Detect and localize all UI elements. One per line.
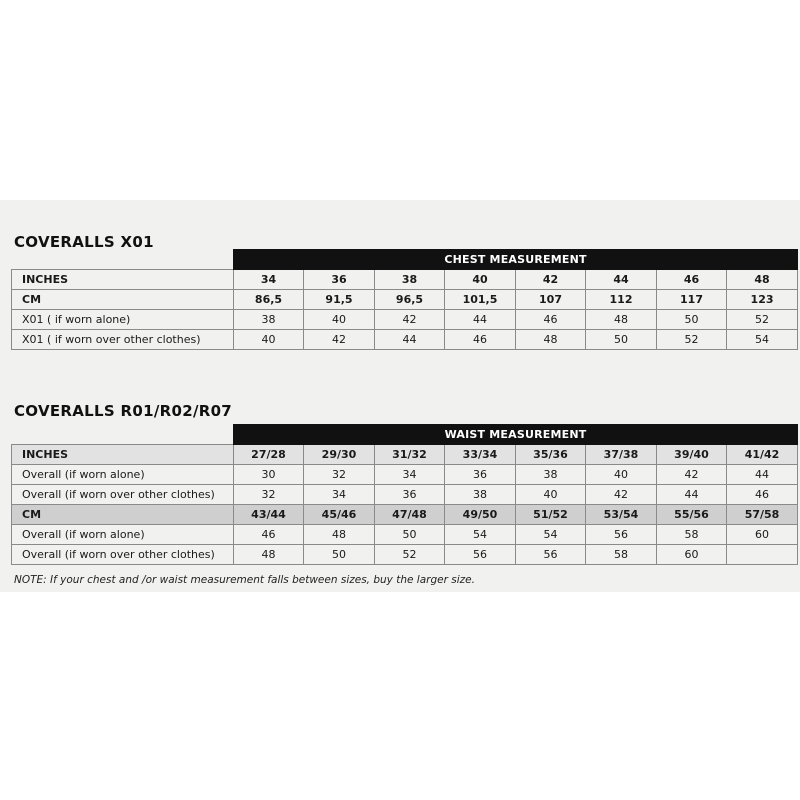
table-cell: 45/46 [304, 505, 375, 525]
table-cell: 38 [445, 485, 516, 505]
row-label: Overall (if worn alone) [12, 525, 234, 545]
table-cell: 31/32 [375, 445, 445, 465]
row-label: CM [12, 290, 234, 310]
table-cell: 39/40 [657, 445, 727, 465]
table-cell: 36 [304, 270, 375, 290]
table-row [12, 545, 798, 565]
table-cell: 44 [375, 330, 445, 350]
table-cell: 54 [516, 525, 586, 545]
table-cell: 86,5 [234, 290, 304, 310]
table-cell: 46 [657, 270, 727, 290]
table-row [12, 505, 798, 525]
row-label: X01 ( if worn over other clothes) [12, 330, 234, 350]
table-cell: 44 [445, 310, 516, 330]
table-cell: 96,5 [375, 290, 445, 310]
table-row [12, 465, 798, 485]
table-row [12, 445, 798, 465]
table-cell: 107 [516, 290, 586, 310]
table-cell: 54 [445, 525, 516, 545]
table-cell [727, 545, 798, 565]
table-corner [12, 425, 234, 445]
x01-section-title: COVERALLS X01 [14, 233, 154, 251]
x01-size-table [11, 249, 798, 350]
row-label: CM [12, 505, 234, 525]
table-cell: 49/50 [445, 505, 516, 525]
row-label: Overall (if worn alone) [12, 465, 234, 485]
row-label: Overall (if worn over other clothes) [12, 485, 234, 505]
table-cell: 41/42 [727, 445, 798, 465]
table-cell: 47/48 [375, 505, 445, 525]
r01-section-title: COVERALLS R01/R02/R07 [14, 402, 233, 420]
table-cell: 112 [586, 290, 657, 310]
table-row [12, 310, 798, 330]
table-cell: 50 [304, 545, 375, 565]
table-cell: 48 [727, 270, 798, 290]
table-row [12, 485, 798, 505]
table-cell: 42 [586, 485, 657, 505]
table-cell: 38 [375, 270, 445, 290]
table-cell: 38 [234, 310, 304, 330]
table-cell: 42 [657, 465, 727, 485]
table-cell: 50 [375, 525, 445, 545]
row-label: X01 ( if worn alone) [12, 310, 234, 330]
table-cell: 57/58 [727, 505, 798, 525]
table-cell: 34 [234, 270, 304, 290]
table-cell: 40 [516, 485, 586, 505]
table-cell: 117 [657, 290, 727, 310]
table-cell: 52 [657, 330, 727, 350]
table-cell: 40 [445, 270, 516, 290]
table-cell: 42 [304, 330, 375, 350]
table-cell: 52 [375, 545, 445, 565]
sizing-note: NOTE: If your chest and /or waist measurement falls between sizes, buy the larger size. [14, 574, 475, 586]
table-cell: 29/30 [304, 445, 375, 465]
table-cell: 50 [586, 330, 657, 350]
table-cell: 34 [304, 485, 375, 505]
table-cell: 60 [657, 545, 727, 565]
table-cell: 48 [516, 330, 586, 350]
row-label: INCHES [12, 445, 234, 465]
table-cell: 44 [586, 270, 657, 290]
table-cell: 32 [304, 465, 375, 485]
table-cell: 44 [657, 485, 727, 505]
table-cell: 30 [234, 465, 304, 485]
table-cell: 46 [445, 330, 516, 350]
table-row [12, 270, 798, 290]
table-cell: 36 [445, 465, 516, 485]
table-row [12, 290, 798, 310]
table-cell: 91,5 [304, 290, 375, 310]
r01-size-table [11, 424, 798, 565]
table-cell: 46 [234, 525, 304, 545]
table-cell: 51/52 [516, 505, 586, 525]
table-cell: 56 [445, 545, 516, 565]
table-cell: 27/28 [234, 445, 304, 465]
chest-measurement-header: CHEST MEASUREMENT [234, 250, 798, 270]
table-cell: 33/34 [445, 445, 516, 465]
table-cell: 44 [727, 465, 798, 485]
table-cell: 56 [516, 545, 586, 565]
table-cell: 46 [727, 485, 798, 505]
waist-measurement-header: WAIST MEASUREMENT [234, 425, 798, 445]
row-label: INCHES [12, 270, 234, 290]
table-cell: 58 [657, 525, 727, 545]
table-cell: 34 [375, 465, 445, 485]
table-cell: 32 [234, 485, 304, 505]
table-cell: 35/36 [516, 445, 586, 465]
table-cell: 101,5 [445, 290, 516, 310]
table-cell: 60 [727, 525, 798, 545]
table-cell: 42 [375, 310, 445, 330]
table-cell: 46 [516, 310, 586, 330]
table-cell: 37/38 [586, 445, 657, 465]
table-cell: 43/44 [234, 505, 304, 525]
table-cell: 42 [516, 270, 586, 290]
table-corner [12, 250, 234, 270]
table-cell: 48 [234, 545, 304, 565]
table-cell: 40 [304, 310, 375, 330]
table-cell: 55/56 [657, 505, 727, 525]
table-cell: 54 [727, 330, 798, 350]
table-cell: 52 [727, 310, 798, 330]
table-cell: 38 [516, 465, 586, 485]
table-cell: 53/54 [586, 505, 657, 525]
table-cell: 58 [586, 545, 657, 565]
table-row [12, 330, 798, 350]
table-cell: 123 [727, 290, 798, 310]
row-label: Overall (if worn over other clothes) [12, 545, 234, 565]
table-row [12, 525, 798, 545]
table-cell: 48 [304, 525, 375, 545]
table-cell: 48 [586, 310, 657, 330]
table-cell: 50 [657, 310, 727, 330]
table-cell: 36 [375, 485, 445, 505]
table-cell: 56 [586, 525, 657, 545]
table-cell: 40 [234, 330, 304, 350]
table-cell: 40 [586, 465, 657, 485]
